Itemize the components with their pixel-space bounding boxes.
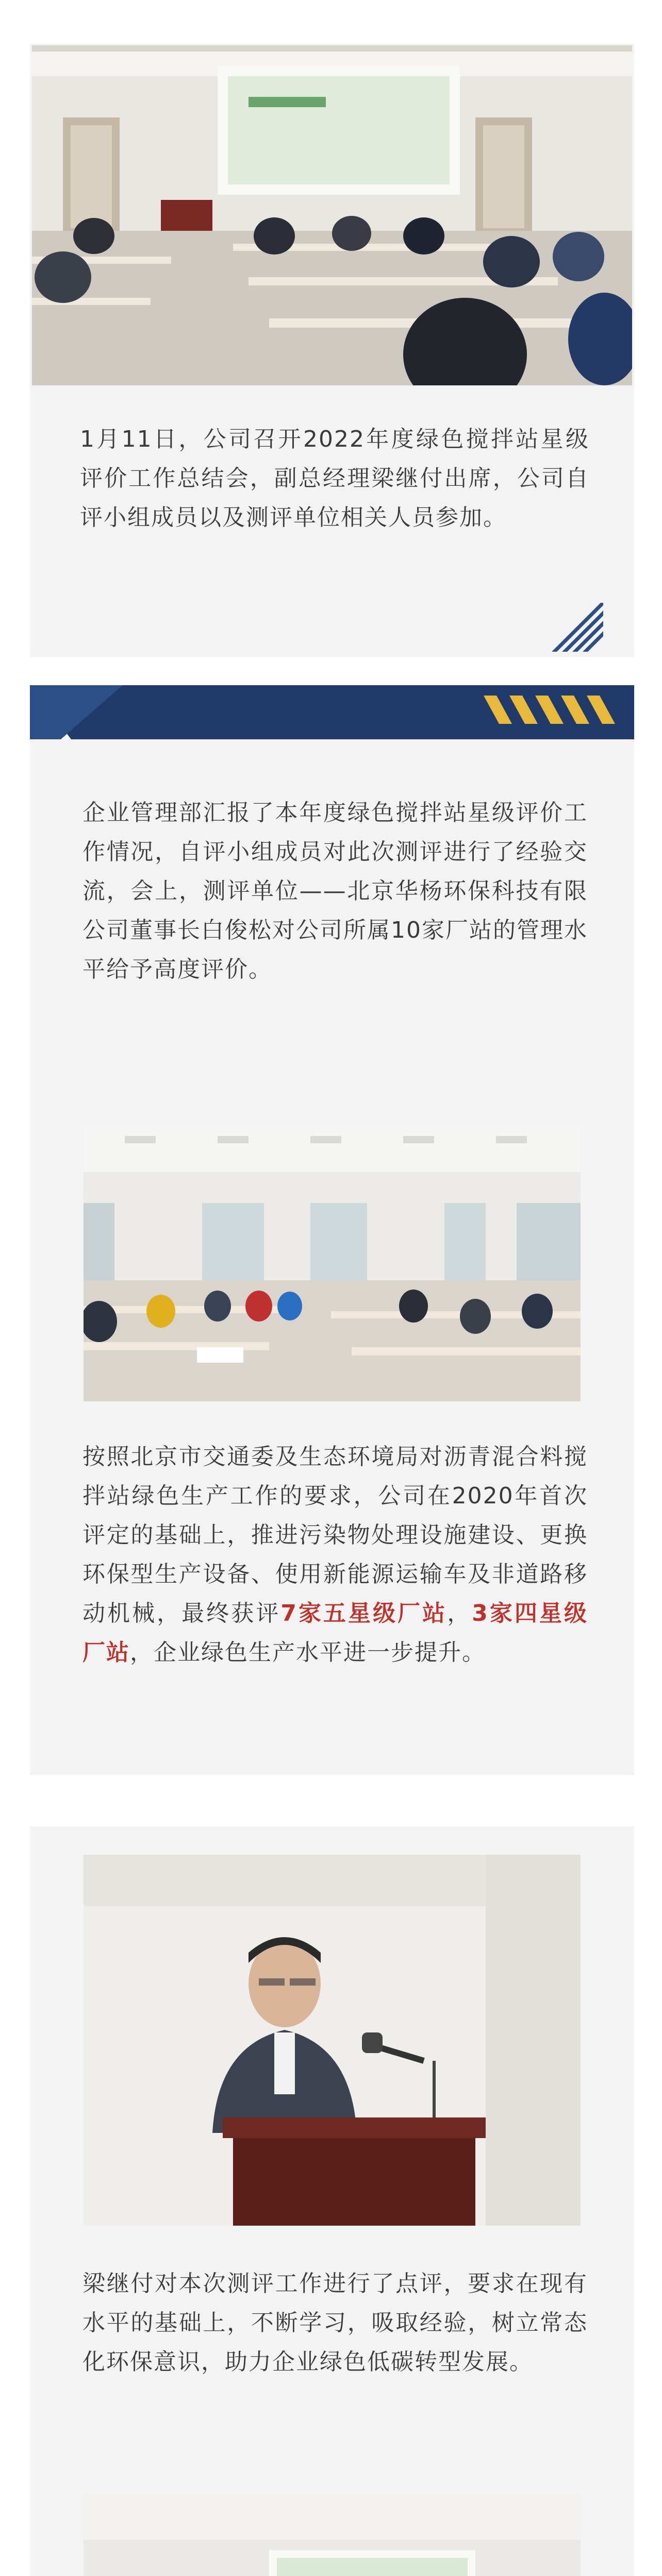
section1-paragraph: 1月11日，公司召开2022年度绿色搅拌站星级评价工作总结会，副总经理梁继付出席，公司自评小组成员以及测评单位相关人员参加。 (80, 426, 589, 531)
section2-paragraph-2 (82, 1437, 588, 1672)
meeting-photo-1 (32, 45, 632, 385)
para2-text-b: ，企业绿色生产水平进一步提升。 (130, 1639, 486, 1666)
section-divider-banner (30, 685, 634, 739)
para2-text-a: 按照北京市交通委及生态环境局对沥青混合料搅拌站绿色生产工作的要求，公司在2020年首次评定的基础上，推进污染物处理设施建设、更换环保型生产设备、使用新能源运输车及非道路移动机械，最终获评 (82, 1444, 588, 1626)
speaker-photo (84, 1855, 581, 2226)
five-star-highlight: 7家五星级厂站 (280, 1600, 448, 1626)
four-star-highlight: 3家四星级厂站 (82, 1600, 588, 1666)
para2-sep: ， (447, 1600, 472, 1626)
section3-paragraph-1: 梁继付对本次测评工作进行了点评，要求在现有水平的基础上，不断学习，吸取经验，树立常态化环保意识，助力企业绿色低碳转型发展。 (82, 2270, 588, 2375)
meeting-photo-2 (84, 1126, 581, 1401)
banner-presentation-photo (84, 2494, 581, 2576)
corner-stripes-decoration (552, 603, 603, 652)
section2-paragraph-1: 企业管理部汇报了本年度绿色搅拌站星级评价工作情况，自评小组成员对此次测评进行了经验交流，会上，测评单位——北京华杨环保科技有限公司董事长白俊松对公司所属10家厂站的管理水平给予高度评价。 (82, 800, 588, 982)
